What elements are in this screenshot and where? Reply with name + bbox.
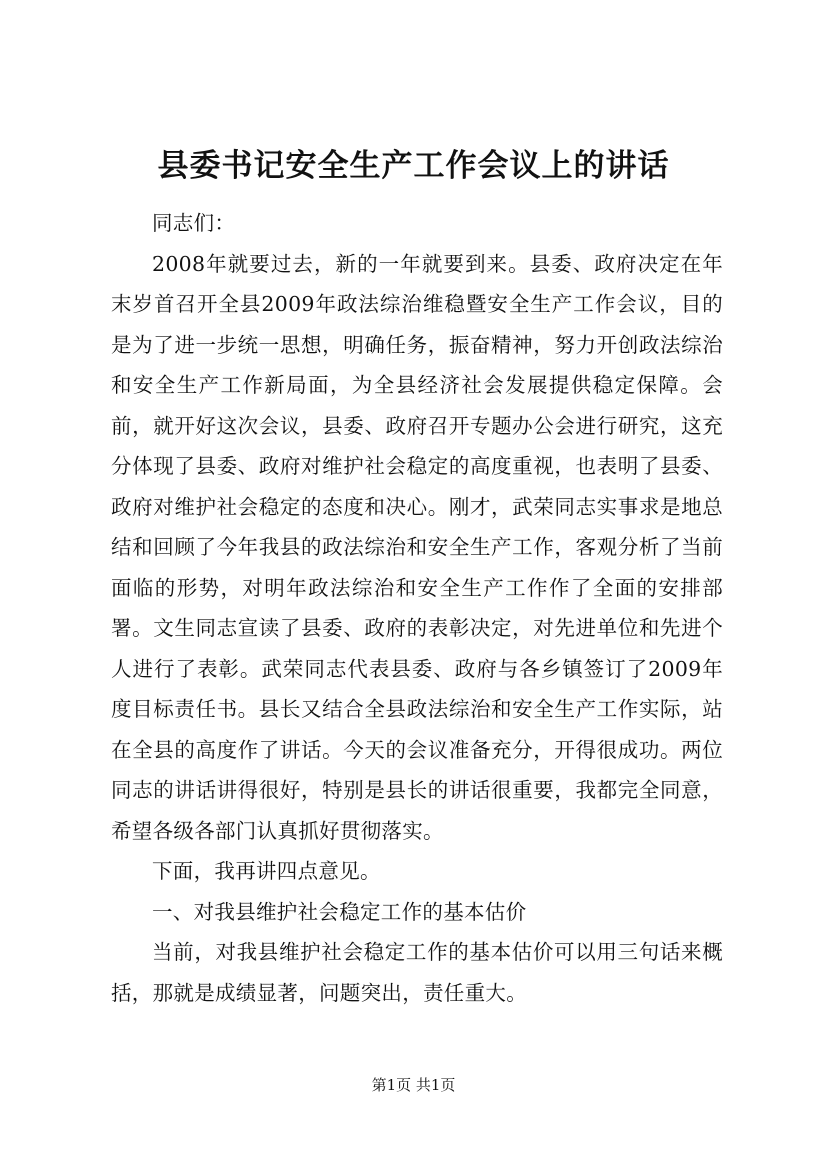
section-heading: 一、对我县维护社会稳定工作的基本估价: [152, 899, 527, 924]
document-title: 县委书记安全生产工作会议上的讲话: [157, 148, 670, 184]
page-footer: [0, 1075, 827, 1095]
body-paragraph: 下面，我再讲四点意见。: [152, 859, 381, 883]
salutation-paragraph: 同志们：: [152, 211, 236, 235]
document-body: [111, 203, 723, 1013]
page-number: 第1页 共1页: [371, 1076, 456, 1094]
body-paragraph: 2008年就要过去，新的一年就要到来。县委、政府决定在年末岁首召开全县2009年政法综治维稳暨安全生产工作会议，目的是为了进一步统一思想，明确任务，振奋精神，努力开创政法综治和安全生产工作新局面，为全县经济社会发展提供稳定保障。会前，就开好这次会议，县委、政府召开专题办公会进行研究，这充分体现了县委、政府对维护社会稳定的高度重视，也表明了县委、政府对维护社会稳定的态度和决心。刚才，武荣同志实事求是地总结和回顾了今年我县的政法综治和安全生产工作，客观分析了当前面临的形势，对明年政法综治和安全生产工作作了全面的安排部署。文生同志宣读了县委、政府的表彰决定，对先进单位和先进个人进行了表彰。武荣同志代表县委、政府与各乡镇签订了2009年度目标责任书。县长又结合全县政法综治和安全生产工作实际，站在全县的高度作了讲话。今天的会议准备充分，开得很成功。两位同志的讲话讲得很好，特别是县长的讲话很重要，我都完全同意，希望各级各部门认真抓好贯彻落实。: [111, 251, 723, 843]
body-paragraph: 当前，对我县维护社会稳定工作的基本估价可以用三句话来概括，那就是成绩显著，问题突出，责任重大。: [111, 940, 723, 1005]
